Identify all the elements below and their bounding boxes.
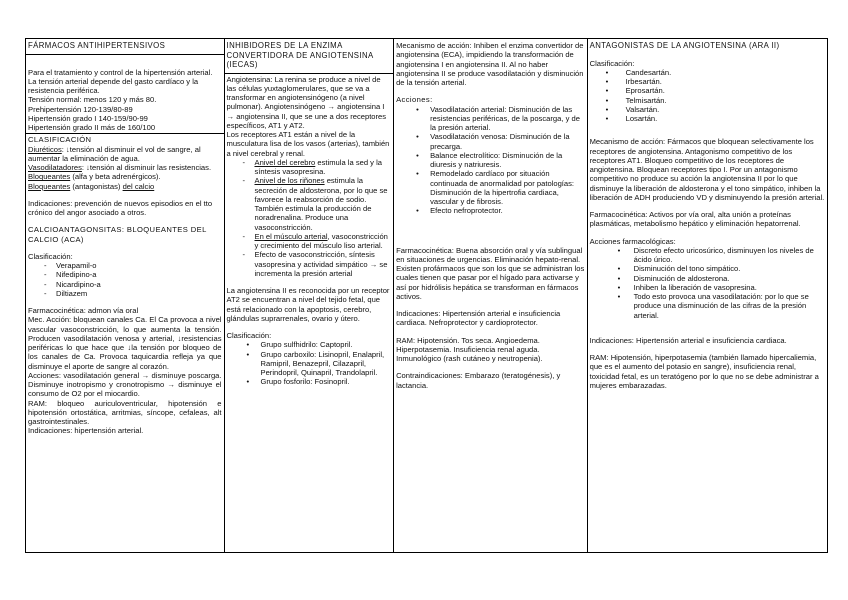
cca-drug-list — [28, 261, 222, 298]
ieca-indications: Indicaciones: Hipertensión arterial e insuficiencia cardiaca. Nefroprotector y cardioprotector. — [396, 309, 561, 328]
blockers-label-2: Bloqueantes — [28, 181, 71, 191]
at1-effects-list — [227, 158, 392, 278]
normal-tension: Tensión normal: menos 120 y más 80. — [28, 95, 157, 105]
column-ara-ii — [588, 39, 827, 552]
classification-section — [26, 133, 224, 436]
blockers-text-1: (alfa y beta adrenérgicos). — [70, 172, 161, 182]
ara-actions-list — [590, 246, 825, 320]
list-item: • Eprosartán. — [590, 86, 825, 95]
list-item: • Balance electrolítico: Disminución de la diuresis y natriuresis. — [396, 151, 585, 170]
list-item: • Disminución del tono simpático. — [590, 264, 825, 273]
list-item: - Nifedipino-a — [28, 270, 222, 279]
ieca-pharmacokinetics: Farmacocinética: Buena absorción oral y vía sublingual en situaciones de urgencias. Eliminación hepato-renal. Existen profármacos que son los que se administran los cuales tienen que pasar por el hígado para activarse y así por hidrólisis hepática se transforman en fármacos activos. — [396, 245, 585, 301]
list-item — [227, 158, 392, 177]
effect-text: estimula la sed y la síntesis vasopresina. — [254, 157, 382, 176]
cca-mechanism: Mec. Acción: bloquean canales Ca. El Ca provoca a nivel vascular vasoconstricción, lo que aumenta la tensión. Producen vasodilatación venosa y arterial, ↓resistencias periféricas lo que hace que ↓la tensión por bloqueo de los canales de Ca. Provoca taquicardia refleja ya que disminuye el aporte de sangre al corazón. — [28, 315, 222, 371]
blockers-calcium-line — [28, 182, 222, 191]
list-item: • Valsartán. — [590, 105, 825, 114]
at2-receptor-paragraph: La angiotensina II es reconocida por un receptor AT2 se encuentran a nivel del tejido fetal, que está relacionado con la apoptosis, cerebro, glándulas suprarrenales, ovario y útero. — [226, 286, 390, 323]
ara-adverse-reactions: RAM: Hipotensión, hiperpotasemia (también llamado hipercaliemia, que es el aumento del potasio en sangre), insuficiencia renal, toxicidad fetal, es un teratógeno por lo que no se debe administrar a mujeres embarazadas. — [589, 353, 819, 390]
list-item: • Remodelado cardíaco por situación continuada de anormalidad por patologías: Disminución de la hipertrofia cardiaca, vascular y de fibrosis. — [396, 169, 585, 206]
diuretics-label: Diuréticos — [28, 144, 62, 154]
list-item: • Discreto efecto uricosúrico, disminuyen los niveles de ácido úrico. — [590, 246, 825, 265]
effect-text: Efecto de vasoconstricción, síntesis vasopresina y actividad simpático → se incrementa la presión arterial — [254, 250, 388, 278]
angiotensin-paragraph: Angiotensina: La renina se produce a nivel de las células yuxtaglomerulares, que se va a transformar en angiotensinógeno (a nivel pulmonar). Angiotensinógeno → angiotensina I → angiotensina II, que se une a dos receptores específicos, AT1 y AT2. — [226, 74, 387, 130]
column-ieca-continued — [394, 39, 588, 552]
list-item: • Grupo sulfhidrilo: Captopril. — [227, 340, 392, 349]
vasodilators-label: Vasodilatadores — [28, 163, 82, 172]
column-4-header: ANTAGONISTAS DE LA ANGIOTENSINA (ARA II) — [589, 41, 780, 50]
indications-angor: Indicaciones: prevención de nuevos episodios en el tto crónico del angor asociado a otros. — [28, 198, 213, 217]
ieca-contraindications: Contraindicaciones: Embarazo (teratogénesis), y lactancia. — [396, 371, 561, 390]
list-item: • Todo esto provoca una vasodilatación: por lo que se produce una disminución de las cifras de la presión arterial. — [590, 292, 825, 320]
column-ieca — [225, 39, 395, 552]
list-item: • Grupo fosforilo: Fosinopril. — [227, 377, 392, 386]
diuretics-text: : ↓tensión al disminuir el vol de sangre, al aumentar la eliminación de agua. — [28, 144, 201, 163]
list-item: • Losartán. — [590, 114, 825, 123]
calcium-antagonists-title: CALCIOANTAGONSITAS: BLOQUEANTES DEL CALCIO (ACA) — [28, 225, 207, 244]
column-1-header: FÁRMACOS ANTIHIPERTENSIVOS — [26, 39, 224, 55]
notes-table — [25, 38, 828, 553]
ieca-classification-label: Clasificación: — [226, 331, 272, 340]
ieca-mechanism: Mecanismo de acción: Inhiben el enzima convertidor de angiotensina (ECA), impidiendo la transformación de angiotensina I en angiotensina II. Al no haber angiotensina II se produce vasodilatación y disminución de la tensión arterial. — [396, 41, 584, 87]
effect-text: estimula la secreción de aldosterona, por lo que se favorece la reabsorción de sodio. También estimula la producción de noradrenalina. Produce una vasoconstricción. — [254, 176, 388, 232]
list-item: • Inhiben la liberación de vasopresina. — [590, 283, 825, 292]
intro-text: Para el tratamiento y control de la hipertensión arterial. La tensión arterial depende del gasto cardíaco y la resistencia periférica. — [28, 67, 213, 95]
list-item: • Vasodilatación arterial: Disminución de las resistencias periféricas, de la poscarga, y de la presión arterial. — [396, 105, 585, 133]
ara-classification-label: Clasificación: — [589, 58, 635, 68]
list-item: • Telmisartán. — [590, 96, 825, 105]
ara-indications: Indicaciones: Hipertensión arterial e insuficiencia cardiaca. — [589, 335, 787, 345]
antihypertensive-intro — [26, 67, 224, 134]
ara-actions-label: Acciones farmacológicas: — [589, 236, 676, 246]
ara-drug-list — [590, 68, 825, 124]
list-item: - Diltiazem — [28, 289, 222, 298]
column-2-header: INHIBIDORES DE LA ENZIMA CONVERTIDORA DE ANGIOTENSINA (IECAS) — [225, 39, 394, 74]
hypertension-grade-1: Hipertensión grado I 140-159/90-99 — [28, 113, 148, 123]
ieca-actions-list — [396, 105, 585, 216]
ara-mechanism: Mecanismo de acción: Fármacos que bloquean selectivamente los receptores de angiotensina. Antagonismo competitivo de los receptores AT1. Bloqueo competitivo de los receptores de angiotensina. Bloquean receptores tipo I. Por un antagonismo competitivo no produce su acción la angiotensina II por lo que disminuye la liberación de aldosterona y el tono simpático, inhiben la liberación de ADH produciendo VD y disminuyendo la presión arterial. — [589, 137, 825, 202]
list-item: - Nicardipino-a — [28, 280, 222, 289]
list-item: • Irbesartán. — [590, 77, 825, 86]
calcium-label: del calcio — [122, 181, 155, 191]
effect-label: Anivel de los riñones — [254, 176, 325, 186]
list-item: • Candesartán. — [590, 68, 825, 77]
hypertension-grade-2: Hipertensión grado II más de 160/100 — [28, 123, 156, 132]
classification-title: CLASIFICACIÓN — [28, 135, 92, 145]
ieca-group-list — [227, 340, 392, 386]
ara-body — [588, 54, 827, 392]
blockers-alpha-beta-line — [28, 172, 222, 181]
diuretics-line — [28, 145, 222, 164]
list-item: • Vasodilatación venosa: Disminución de la precarga. — [396, 132, 585, 151]
cca-indications: Indicaciones: hipertensión arterial. — [28, 426, 144, 436]
cca-adverse-reactions: RAM: bloqueo auriculoventricular, hipotensión e hipotensión ortostática, arritmias, síncope, cefaleas, alt gastrointestinales. — [28, 398, 222, 426]
effect-label: En el músculo arterial — [254, 231, 328, 241]
list-item — [227, 176, 392, 232]
blockers-text-2: (antagonistas) — [70, 181, 123, 191]
ieca-mechanism-section — [394, 39, 587, 391]
blockers-label-1: Bloqueantes — [28, 172, 71, 182]
cca-pharmacokinetics: Farmacocinética: admon vía oral — [28, 306, 139, 315]
list-item — [227, 250, 392, 278]
vasodilators-line — [28, 163, 222, 172]
vasodilators-text: : ↓tensión al disminuir las resistencias. — [81, 163, 212, 172]
ieca-adverse-reactions: RAM: Hipotensión. Tos seca. Angioedema. Hiperpotasemia. Insuficiencia renal aguda. Inmunológico (rash cutáneo y neutropenia). — [396, 335, 543, 363]
ieca-body — [225, 74, 394, 388]
effect-text: , vasoconstricción y crecimiento del músculo liso arterial. — [254, 231, 388, 250]
ara-pharmacokinetics: Farmacocinética: Activos por vía oral, alta unión a proteínas plasmáticas, metabolismo hepático y eliminación hepatorrenal. — [589, 210, 801, 229]
list-item: - Verapamil-o — [28, 261, 222, 270]
list-item: • Grupo carboxilo: Lisinopril, Enalapril, Ramipril, Benazepril, Cilazapril, Perindopril, Quinapril, Trandolapril. — [227, 350, 392, 378]
list-item: • Efecto nefroprotector. — [396, 206, 585, 215]
list-item: • Disminución de aldosterona. — [590, 274, 825, 283]
cca-actions: Acciones: vasodilatación general → disminuye poscarga. Disminuye inotropismo y cronotropismo → disminuye el consumo de O2 por el miocardio. — [28, 370, 222, 399]
cca-classification-label: Clasificación: — [28, 251, 73, 261]
at1-receptors-paragraph: Los receptores AT1 están a nivel de la musculatura lisa de los vasos (arterias), también a nivel cerebral y renal. — [226, 130, 390, 158]
prehypertension: Prehipertensión 120-139/80-89 — [28, 104, 133, 114]
effect-label: Anivel del cerebro — [254, 157, 316, 167]
ieca-actions-label: Acciones: — [396, 95, 433, 105]
list-item — [227, 232, 392, 251]
column-antihypertensives — [26, 39, 225, 552]
